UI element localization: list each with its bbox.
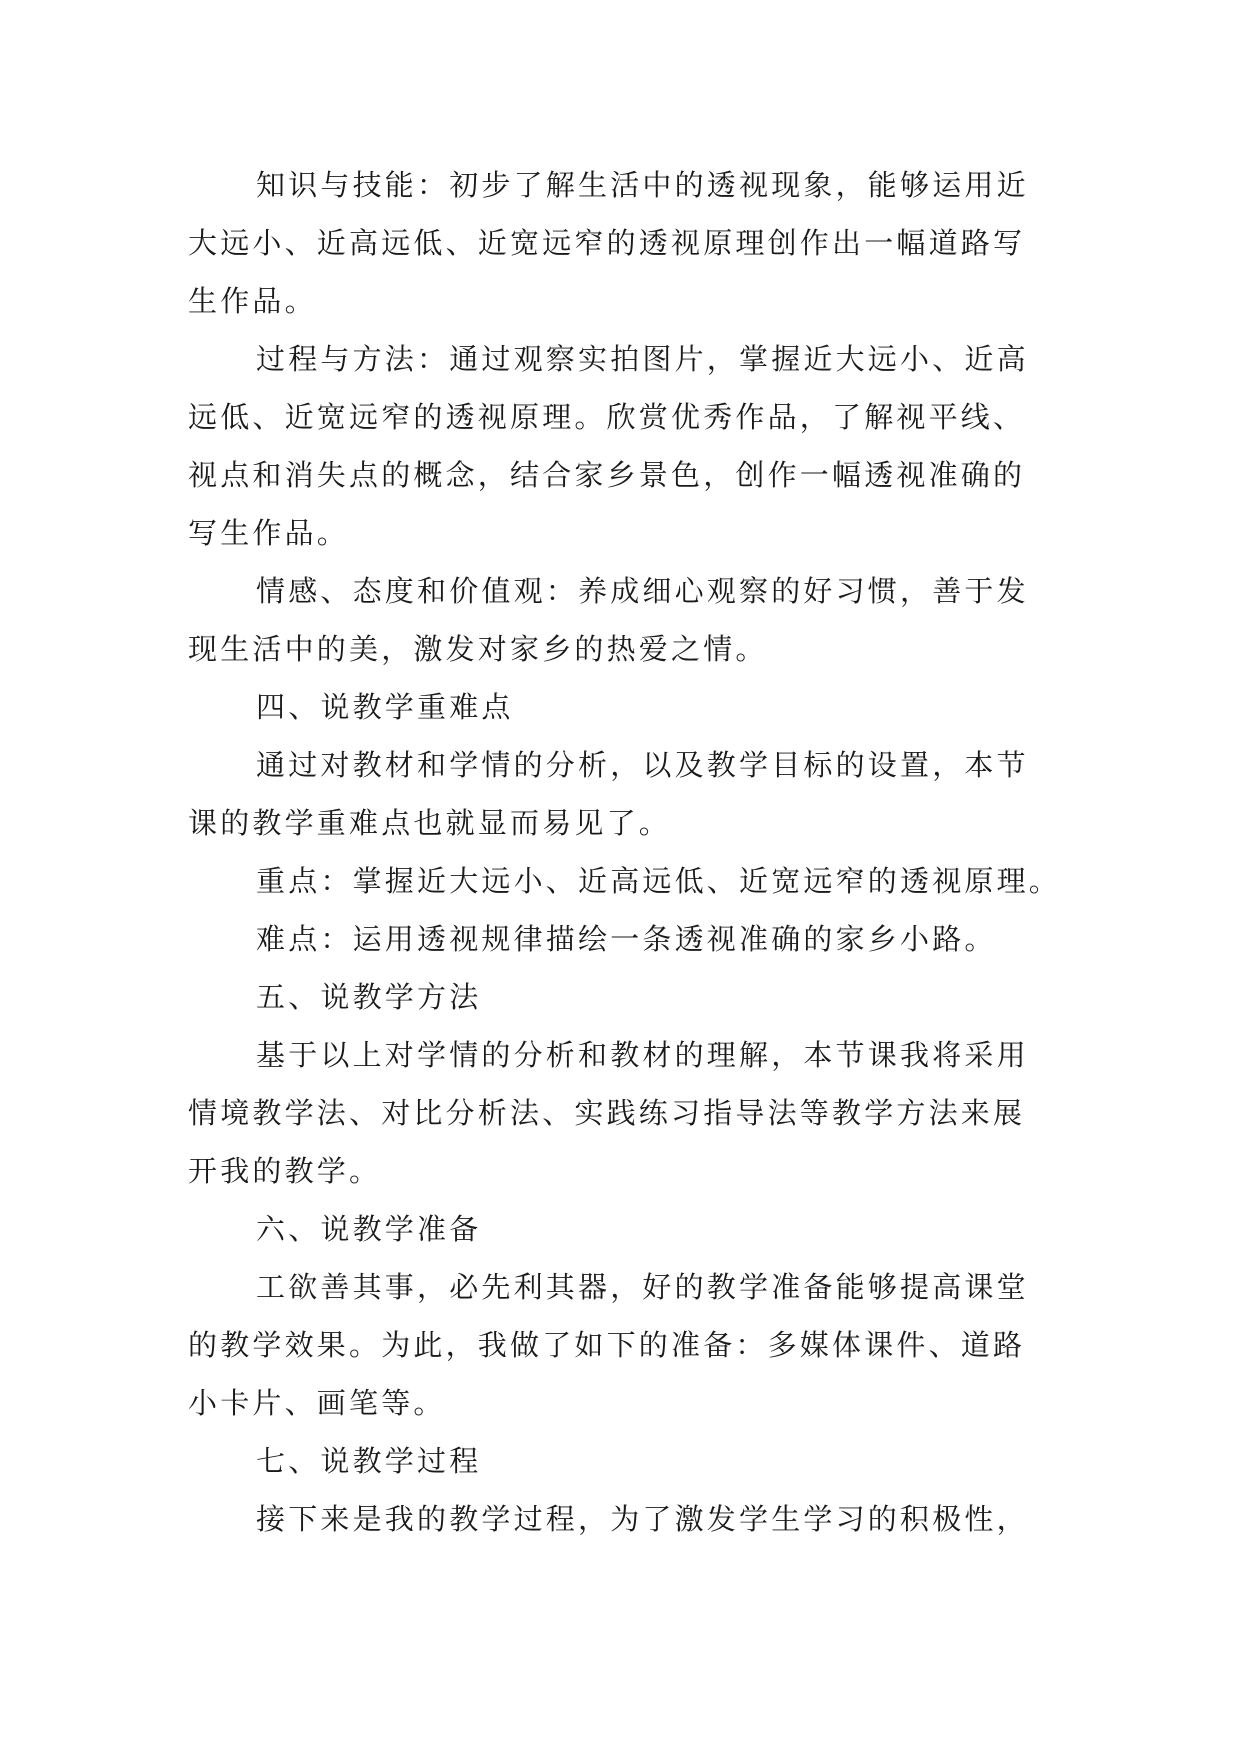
document-text-line: 课的教学重难点也就显而易见了。 — [188, 806, 672, 840]
document-text-line: 接下来是我的教学过程，为了激发学生学习的积极性， — [256, 1502, 1029, 1536]
document-text-line: 重点：掌握近大远小、近高远低、近宽远窄的透视原理。 — [256, 864, 1062, 898]
document-text-line: 的教学效果。为此，我做了如下的准备：多媒体课件、道路 — [188, 1328, 1026, 1362]
document-text-line: 开我的教学。 — [188, 1154, 382, 1188]
document-text-line: 现生活中的美，激发对家乡的热爱之情。 — [188, 632, 768, 666]
document-text-line: 基于以上对学情的分析和教材的理解，本节课我将采用 — [256, 1038, 1029, 1072]
document-text-line: 大远小、近高远低、近宽远窄的透视原理创作出一幅道路写 — [188, 226, 1026, 260]
document-text-line: 工欲善其事，必先利其器，好的教学准备能够提高课堂 — [256, 1270, 1029, 1304]
document-text-line: 五、说教学方法 — [256, 980, 482, 1014]
document-text-line: 四、说教学重难点 — [256, 690, 514, 724]
document-text-line: 情感、态度和价值观：养成细心观察的好习惯，善于发 — [256, 574, 1029, 608]
document-text-line: 难点：运用透视规律描绘一条透视准确的家乡小路。 — [256, 922, 997, 956]
document-body — [188, 156, 1060, 1548]
document-text-line: 小卡片、画笔等。 — [188, 1386, 446, 1420]
document-text-line: 过程与方法：通过观察实拍图片，掌握近大远小、近高 — [256, 342, 1029, 376]
document-text-line: 写生作品。 — [188, 516, 350, 550]
document-text-line: 七、说教学过程 — [256, 1444, 482, 1478]
document-text-line: 情境教学法、对比分析法、实践练习指导法等教学方法来展 — [188, 1096, 1026, 1130]
document-text-line: 通过对教材和学情的分析，以及教学目标的设置，本节 — [256, 748, 1029, 782]
document-text-line: 生作品。 — [188, 284, 317, 318]
document-text-line: 知识与技能：初步了解生活中的透视现象，能够运用近 — [256, 168, 1029, 202]
document-text-line: 远低、近宽远窄的透视原理。欣赏优秀作品，了解视平线、 — [188, 400, 1026, 434]
document-text-line: 六、说教学准备 — [256, 1212, 482, 1246]
document-text-line: 视点和消失点的概念，结合家乡景色，创作一幅透视准确的 — [188, 458, 1026, 492]
